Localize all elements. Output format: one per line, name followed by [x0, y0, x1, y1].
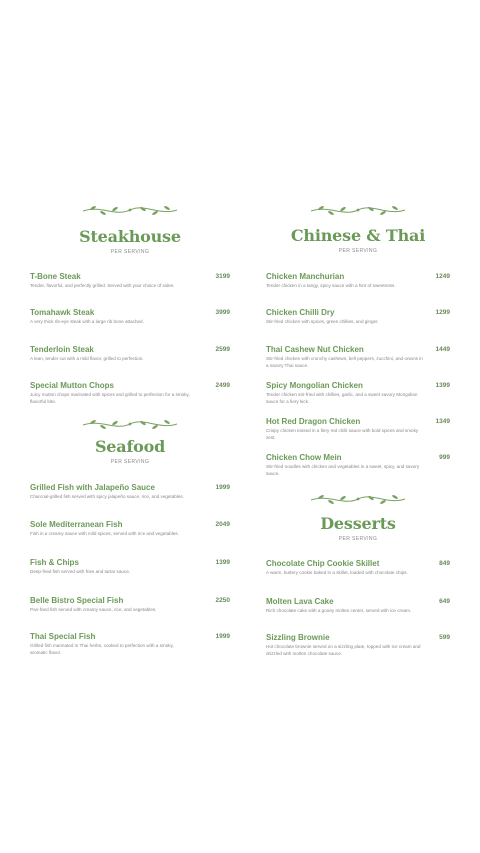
item-description: Crispy chicken tossed in a fiery red chilli sauce with bold spices and smoky zest. [266, 428, 419, 440]
item-price: 599 [439, 634, 450, 641]
item-name: Belle Bistro Special Fish [30, 596, 124, 605]
item-price: 1399 [215, 559, 230, 566]
item-price: 1449 [435, 346, 450, 353]
item-price: 3999 [215, 309, 230, 316]
section-title: Seafood [94, 437, 166, 456]
menu-item [30, 272, 230, 290]
vine-ornament-icon [309, 203, 407, 217]
item-description: A very thick rib-eye steak with a large rib bone attached. [30, 319, 144, 324]
item-description: Deep-fried fish served with fries and tartar sauce. [30, 569, 131, 574]
section-subtitle: PER SERVING [338, 248, 378, 254]
item-description: A lean, tender cut with a mild flavor, grilled to perfection. [30, 356, 144, 361]
item-name: Chicken Chow Mein [266, 453, 342, 462]
section-subtitle: PER SERVING [110, 459, 150, 465]
seafood-section [30, 417, 230, 465]
item-description: Pan-fried fish served with creamy sauce, rice, and vegetables. [30, 607, 157, 612]
section-subtitle: PER SERVING [110, 249, 150, 255]
item-description: Fish in a creamy sauce with mild spices, served with rice and vegetables. [30, 531, 179, 536]
item-description: Stir-fried noodles with chicken and vegetables in a sweet, spicy, and savory sauce. [266, 464, 420, 476]
menu-item [30, 632, 230, 656]
section-title: Steakhouse [79, 227, 181, 246]
item-name: Thai Cashew Nut Chicken [266, 345, 364, 354]
item-description: A warm, buttery cookie baked in a skillet, loaded with chocolate chips. [266, 570, 408, 575]
menu-item [30, 381, 230, 405]
item-name: Sole Mediterranean Fish [30, 520, 123, 529]
menu-item [266, 597, 450, 615]
item-description: Stir-fried chicken with crunchy cashews, bell peppers, zucchini, and onions in a savory Thai sauce. [266, 356, 423, 368]
item-name: Molten Lava Cake [266, 597, 334, 606]
item-price: 1999 [215, 633, 230, 640]
menu-item [266, 559, 450, 577]
item-price: 999 [439, 454, 450, 461]
item-name: T-Bone Steak [30, 272, 81, 281]
menu-item [266, 417, 450, 441]
steakhouse-section [30, 203, 230, 255]
section-title: Desserts [320, 514, 396, 533]
item-name: Grilled Fish with Jalapeño Sauce [30, 483, 155, 492]
menu-item [266, 308, 450, 326]
chinese-thai-section [266, 203, 450, 254]
item-price: 2049 [215, 521, 230, 528]
menu-item [266, 345, 450, 369]
item-price: 849 [439, 560, 450, 567]
item-price: 1299 [435, 309, 450, 316]
menu-item [30, 308, 230, 326]
menu-item [30, 483, 230, 501]
item-price: 1999 [215, 484, 230, 491]
menu-item [266, 272, 450, 290]
menu-item [30, 596, 230, 614]
item-name: Chicken Manchurian [266, 272, 345, 281]
item-description: Tender chicken stir-fried with chillies, garlic, and a sweet savory Mongolian sauce for a fiery kick. [266, 392, 418, 404]
item-description: Grilled fish marinated in Thai herbs, cooked to perfection with a smoky, aromatic flavor. [30, 643, 174, 655]
item-description: Tender, flavorful, and perfectly grilled. Served with your choice of sides. [30, 283, 175, 288]
vine-ornament-icon [309, 492, 407, 506]
menu-item [30, 345, 230, 363]
section-title: Chinese & Thai [290, 226, 426, 245]
item-price: 2599 [215, 346, 230, 353]
desserts-section [266, 492, 450, 542]
item-description: Stir-fried chicken with spices, green chillies, and ginger. [266, 319, 379, 324]
menu-item [266, 381, 450, 405]
item-price: 2250 [215, 597, 230, 604]
item-price: 3199 [215, 273, 230, 280]
item-name: Chicken Chilli Dry [266, 308, 335, 317]
item-description: Charcoal-grilled fish served with spicy jalapeño sauce, rice, and vegetables. [30, 494, 184, 499]
item-name: Thai Special Fish [30, 632, 96, 641]
item-price: 2499 [215, 382, 230, 389]
section-subtitle: PER SERVING [338, 536, 378, 542]
menu-item [266, 633, 450, 657]
item-name: Spicy Mongolian Chicken [266, 381, 363, 390]
item-name: Tomahawk Steak [30, 308, 95, 317]
item-name: Tenderloin Steak [30, 345, 94, 354]
vine-ornament-icon [81, 203, 179, 217]
item-description: Rich chocolate cake with a gooey molten center, served with ice cream. [266, 608, 412, 613]
item-name: Fish & Chips [30, 558, 79, 567]
item-price: 649 [439, 598, 450, 605]
item-price: 1349 [435, 418, 450, 425]
item-name: Sizzling Brownie [266, 633, 330, 642]
menu-item [266, 453, 450, 477]
menu-item [30, 520, 230, 538]
item-name: Chocolate Chip Cookie Skillet [266, 559, 380, 568]
item-price: 1249 [435, 273, 450, 280]
item-description: Tender chicken in a tangy, spicy sauce with a hint of sweetness. [266, 283, 396, 288]
item-name: Hot Red Dragon Chicken [266, 417, 361, 426]
item-price: 1399 [435, 382, 450, 389]
item-description: Juicy mutton chops marinated with spices and grilled to perfection for a smoky, flavorful bite. [30, 392, 190, 404]
vine-ornament-icon [81, 417, 179, 431]
item-description: Hot chocolate brownie served on a sizzling plate, topped with ice cream and drizzled with molten chocolate sauce. [266, 644, 421, 656]
item-name: Special Mutton Chops [30, 381, 114, 390]
menu-item [30, 558, 230, 576]
